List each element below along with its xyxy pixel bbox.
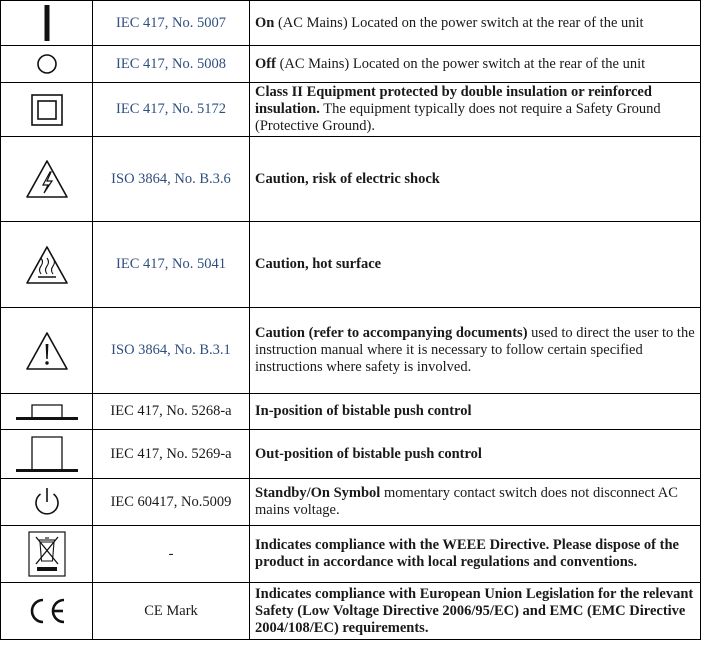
description-bold: Caution (refer to accompanying documents) [255,325,528,341]
symbol-cell [1,430,93,479]
description [250,583,701,640]
description-bold: Indicates compliance with the WEEE Directive. Please dispose of the product in accordance with local regulations and conventions. [255,537,679,570]
description-text: (AC Mains) Located on the power switch at the rear of the unit [274,14,644,31]
table-row [1,394,701,430]
ce-mark-icon [25,596,69,626]
hot-surface-warning-icon [24,244,70,286]
description [250,222,701,308]
table-row [1,583,701,640]
description-text: momentary contact switch does not disconnect AC mains voltage. [255,485,678,518]
off-circle-icon [35,52,59,76]
description-text: The equipment typically does not require a Safety Ground (Protective Ground). [255,101,661,134]
standard-reference: IEC 417, No. 5268-a [93,394,250,430]
double-square-icon [29,92,65,128]
standard-reference: ISO 3864, No. B.3.6 [93,137,250,222]
push-control-out-icon [12,433,82,475]
standby-power-icon [30,485,64,519]
symbol-cell [1,137,93,222]
description-bold: Class II Equipment protected by double insulation or reinforced insulation. [255,84,652,117]
description [250,394,701,430]
standard-reference: IEC 60417, No.5009 [93,479,250,526]
push-control-in-icon [12,400,82,424]
description-bold: On [255,14,275,31]
standard-reference: IEC 417, No. 5172 [93,83,250,137]
description [250,83,701,137]
standard-reference: IEC 417, No. 5007 [93,1,250,46]
description-bold: Caution, risk of electric shock [255,170,440,187]
description-text: used to direct the user to the instruction manual where it is necessary to follow certain specified instructions where safety is involved. [255,325,695,375]
standard-reference: - [93,526,250,583]
weee-crossed-bin-icon [28,531,66,577]
description [250,479,701,526]
symbol-cell [1,308,93,394]
description-bold: Caution, hot surface [255,256,382,272]
caution-exclamation-icon [24,330,70,372]
description-bold: Standby/On Symbol [255,485,381,501]
standard-reference: IEC 417, No. 5269-a [93,430,250,479]
standard-reference: IEC 417, No. 5008 [93,46,250,83]
symbol-cell [1,46,93,83]
symbol-cell [1,83,93,137]
table-row [1,430,701,479]
on-line-icon [37,3,57,43]
description [250,430,701,479]
symbol-cell [1,526,93,583]
electric-shock-warning-icon [24,158,70,200]
description [250,1,701,46]
standard-reference: IEC 417, No. 5041 [93,222,250,308]
table-row [1,46,701,83]
symbol-cell [1,1,93,46]
description [250,137,701,222]
symbol-cell [1,583,93,640]
table-row [1,308,701,394]
table-row [1,137,701,222]
description-bold: Indicates compliance with European Union Legislation for the relevant Safety (Low Voltage Directive 2006/95/EC) and EMC (EMC Directive 2004/108/EC) requirements. [255,585,694,636]
standard-reference: ISO 3864, No. B.3.1 [93,308,250,394]
symbol-cell [1,222,93,308]
description [250,308,701,394]
description [250,526,701,583]
table-row [1,526,701,583]
table-row [1,222,701,308]
table-row [1,83,701,137]
description-bold: Off [255,55,276,72]
description [250,46,701,83]
description-bold: In-position of bistable push control [255,403,472,419]
table-row [1,479,701,526]
description-text: (AC Mains) Located on the power switch at the rear of the unit [275,55,646,72]
description-bold: Out-position of bistable push control [255,445,482,462]
standard-reference: CE Mark [93,583,250,640]
table-row [1,1,701,46]
symbol-cell [1,479,93,526]
symbol-cell [1,394,93,430]
